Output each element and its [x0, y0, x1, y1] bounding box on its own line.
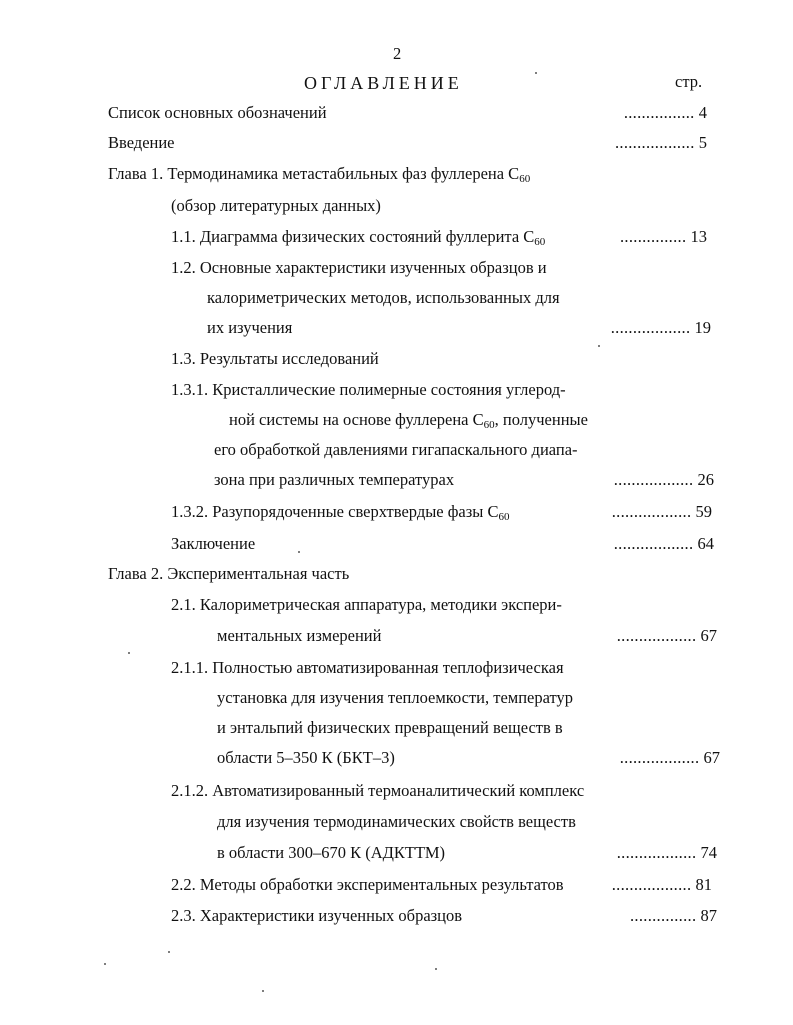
toc-entry-page: .................. 67 — [619, 748, 720, 767]
scan-speck — [535, 72, 537, 74]
toc-entry-text: 2.3. Характеристики изученных образцов — [171, 906, 463, 925]
toc-entry-page: .................. 74 — [616, 843, 717, 862]
scan-speck — [168, 951, 170, 953]
toc-entry-text: 1.3.2. Разупорядоченные сверхтвердые фазы $С_{60}$ — [171, 502, 510, 523]
toc-entry-text: и энтальпий физических превращений веществ в — [217, 718, 563, 737]
toc-entry-text: его обработкой давлениями гигапаскального диапа- — [214, 440, 578, 459]
toc-entry-text: 2.1. Калориметрическая аппаратура, методики экспери- — [171, 595, 562, 614]
toc-entry-text: Глава 1. Термодинамика метастабильных фаз фуллерена $С_{60}$ — [108, 164, 531, 185]
toc-entry-page: .................. 81 — [611, 875, 712, 894]
toc-entry-text: 1.1. Диаграмма физических состояний фуллерита $С_{60}$ — [171, 227, 546, 248]
toc-entry-page: ................ 4 — [623, 103, 707, 122]
toc-entry-text: в области 300–670 К (АДКТТМ) — [217, 843, 445, 862]
toc-entry-text: 2.1.1. Полностью автоматизированная теплофизическая — [171, 658, 564, 677]
toc-entry-page: .................. 19 — [610, 318, 711, 337]
scan-speck — [128, 652, 130, 654]
toc-entry-text: 1.3.1. Кристаллические полимерные состояния углерод- — [171, 380, 566, 399]
toc-entry-text: их изучения — [207, 318, 293, 337]
toc-entry-page: .................. 59 — [611, 502, 712, 521]
scan-speck — [104, 963, 106, 965]
toc-entry-text: Введение — [108, 133, 175, 152]
scan-speck — [435, 968, 437, 970]
scan-speck — [598, 345, 600, 347]
toc-entry-text: для изучения термодинамических свойств веществ — [217, 812, 576, 831]
toc-entry-text: Глава 2. Экспериментальная часть — [108, 564, 350, 583]
toc-entry-page: ............... 87 — [630, 906, 717, 925]
toc-entry-text: Список основных обозначений — [108, 103, 327, 122]
toc-entry-text: 1.3. Результаты исследований — [171, 349, 379, 368]
toc-entry-page: .................. 5 — [614, 133, 707, 152]
toc-entry-text: области 5–350 К (БКТ–3) — [217, 748, 395, 767]
page-title: ОГЛАВЛЕНИЕ — [304, 73, 463, 93]
toc-entry-page: .................. 26 — [613, 470, 714, 489]
toc-entry-text: 2.2. Методы обработки экспериментальных результатов — [171, 875, 564, 894]
toc-entry-text: ментальных измерений — [217, 626, 382, 645]
toc-entry-page: .................. 67 — [616, 626, 717, 645]
scan-speck — [298, 551, 300, 553]
toc-entry-page: ............... 13 — [620, 227, 707, 246]
toc-entry-text: Заключение — [171, 534, 256, 553]
scan-speck — [262, 990, 264, 992]
toc-entry-text: 2.1.2. Автоматизированный термоаналитический комплекс — [171, 781, 585, 800]
toc-entry-text: зона при различных температурах — [214, 470, 455, 489]
toc-entry-text: калориметрических методов, использованных для — [207, 288, 560, 307]
page-column-header: стр. — [675, 72, 703, 91]
toc-entry-text: 1.2. Основные характеристики изученных образцов и — [171, 258, 547, 277]
toc-entry-text: ной системы на основе фуллерена $С_{60}$, полученные — [229, 410, 588, 431]
toc-entry-page: .................. 64 — [613, 534, 714, 553]
toc-entry-text: (обзор литературных данных) — [171, 196, 381, 215]
toc-entry-text: установка для изучения теплоемкости, температур — [217, 688, 574, 707]
page-number: 2 — [393, 44, 402, 63]
